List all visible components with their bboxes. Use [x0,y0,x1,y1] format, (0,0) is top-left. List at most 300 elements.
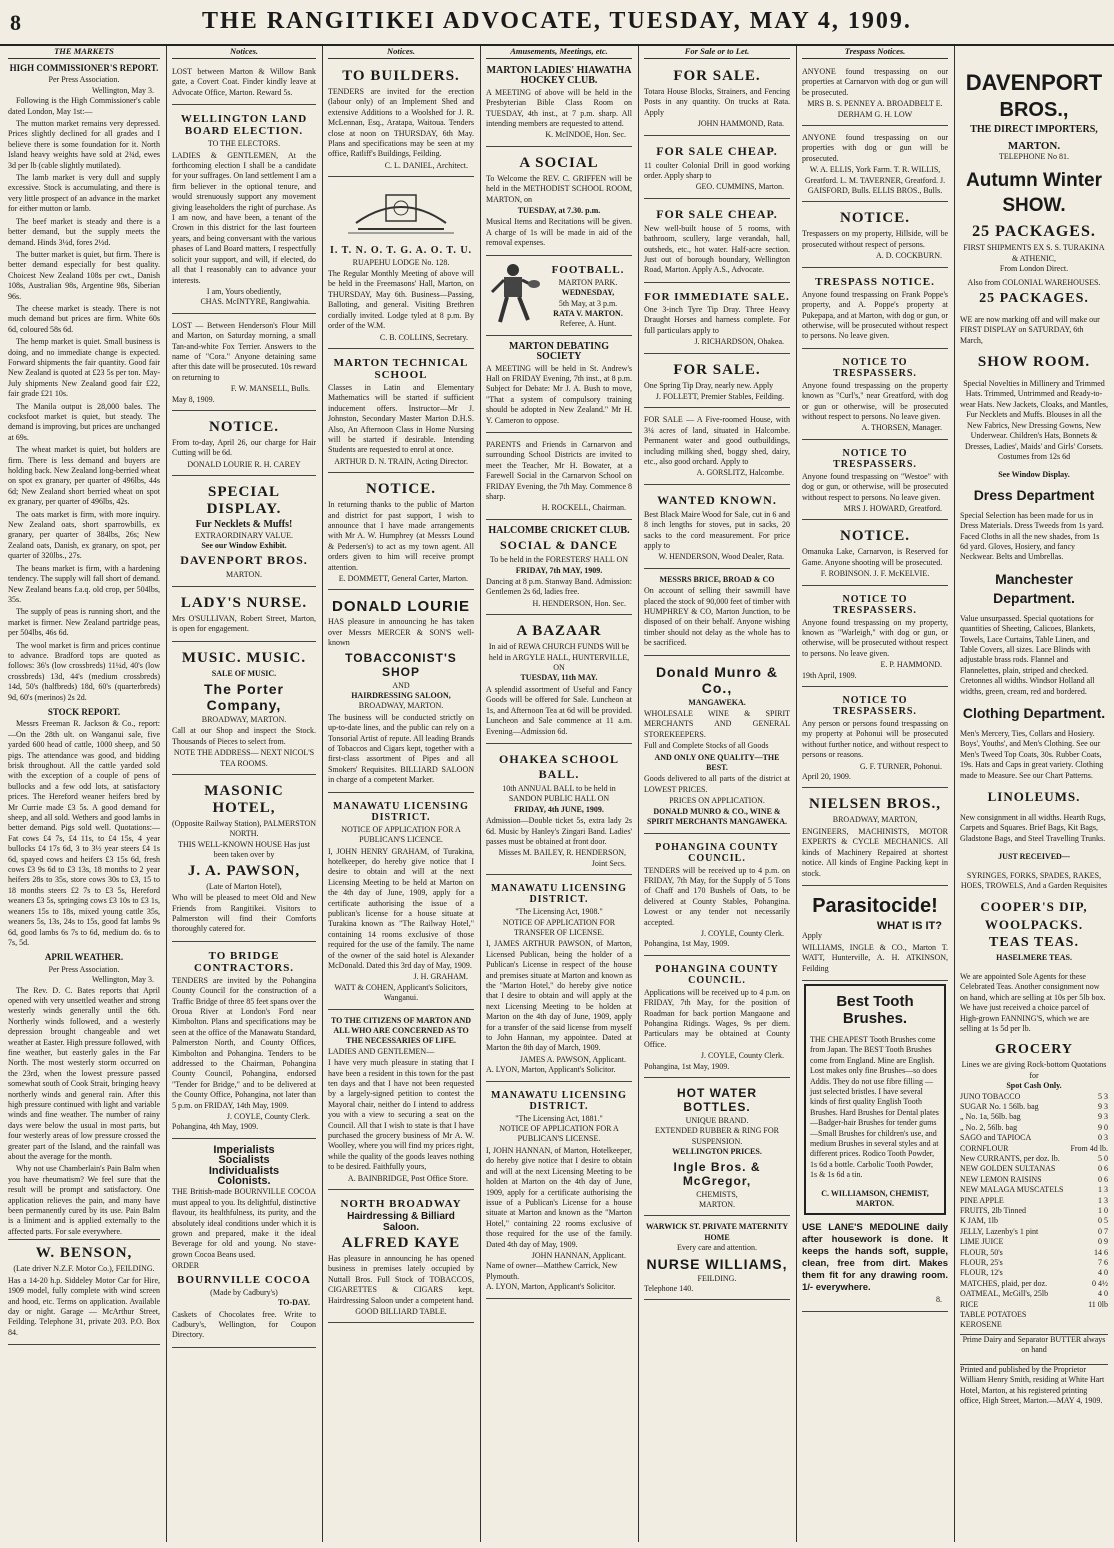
price-item: OATMEAL, McGill's, 25lb [960,1289,1049,1299]
ad-signature: JOHN HAMMOND, Rata. [697,119,784,129]
ad-owner: Name of owner—Matthew Carrick, New Plymouth. [486,1261,618,1281]
grocery-cash: Spot Cash Only. [1006,1081,1062,1091]
ad-subtitle: (Late driver N.Z.F. Motor Co.), FEILDING. [13,1264,155,1274]
ad-title: MANAWATU LICENSING DISTRICT. [333,800,469,823]
ad-line: HAIRDRESSING SALOON, [351,691,451,701]
price-item: FRUITS, 2lb Tinned [960,1206,1027,1215]
just-received-heading: JUST RECEIVED— [998,852,1070,862]
ad-line: DONALD MUNRO & CO., WINE & SPIRIT MERCHANTS MANGAWEKA. [646,806,788,827]
ad-title: I. T. N. O. T. G. A. O. T. U. [329,244,473,256]
ad-signature: MRS J. HOWARD, Greatford. [843,503,942,513]
price-value: 0 7 [1098,1226,1108,1236]
ad-title: NOTICE TO TRESPASSERS. [833,695,917,718]
ad-body: PARENTS and Friends in Carnarvon and surrounding School Districts are invited to meet the Teacher, Mr H. Bowater, at a Farewell Social in the Carnarvon School on FRIDAY Evening, the 7th May. Commence 8 sharp. [486,439,632,501]
price-row [960,1300,1108,1310]
ad-line: Every care and attention. [677,1243,757,1253]
column-rule [166,46,167,1542]
ad-body: Anyone found trespassing on my property, known as "Warleigh," with dog or gun, or otherwise, will be prosecuted without respect to persons. No leave given. [802,617,948,658]
price-item: FLOUR, 25's [960,1258,1003,1268]
price-item: NEW MALAGA MUSCATELS [960,1185,1064,1195]
ad-title: FOR IMMEDIATE SALE. [644,290,790,303]
ad-body: HAS pleasure in announcing he has taken over Messrs MERCER & SON'S well-known [328,617,474,648]
ad-subtitle: TO THE ELECTORS. [207,139,281,149]
ad-date: Pohangina, 4th May, 1909. [172,1122,259,1132]
ad-solicitor: WATT & COHEN, Applicant's Solicitors, Wanganui. [334,982,468,1003]
clothing-heading: Clothing Department. [962,705,1106,721]
ad-north-broadway [328,1193,474,1323]
ad-donald-lourie [328,593,474,792]
linoleums-heading: LINOLEUMS. [987,789,1081,805]
ad-body: Anyone found trespassing on Frank Poppe's property, and A. Poppe's property at Pukepapa, and at Marton, with dog or gun, or otherwise, will be prosecuted without respect to persons. No leave given. [802,289,948,341]
price-row [960,1144,1108,1154]
ad-body: LOST — Between Henderson's Flour Mill and Marton, on Saturday morning, a small Tan-and-white Fox Terrier. Answers to the name of "Cora." Anyone detaining same after this date will be prosecuted. 10s reward on returning to [172,320,316,382]
price-row [960,1123,1108,1133]
ad-signature: W. A. ELLIS, York Farm. T. R. WILLIS, Greatford. L. M. TAVERNER, Greatford. J. GAISFORD, Bulls. ELLIS BROS., Bulls. [804,165,946,196]
ad-dommett-notice [328,476,474,590]
ad-signature: G. F. TURNER, Pohonui. [859,761,942,771]
ad-signature: DONALD LOURIE R. H. CAREY [187,459,301,469]
price-value: 14 6 [1094,1247,1108,1257]
ad-tooth-brushes [804,984,946,1216]
ad-lanes-medoline [802,1218,948,1311]
firm-telephone: TELEPHONE No 81. [999,151,1069,161]
ad-title: NOTICE. [366,481,436,498]
column-rule [796,46,797,1542]
ad-date: May 8, 1909. [172,394,215,404]
column-rule [480,46,481,1542]
ad-pohangina-tenders [644,837,790,956]
article-high-commissioner [8,63,160,703]
ad-body: 11 coulter Colonial Drill in good working order. Apply sharp to [644,160,790,181]
price-item: KEROSENE [960,1320,1002,1330]
ad-for-sale-dray [644,357,790,409]
article-title: HIGH COMMISSIONER'S REPORT. [9,63,159,73]
ad-venue: To be held in the FORESTERS' HALL ON [489,555,629,565]
ad-special-display [172,479,316,587]
price-value: 7 6 [1098,1258,1108,1268]
ad-name: NURSE WILLIAMS, [646,1255,788,1272]
ad-line: EXTRAORDINARY VALUE. [194,530,294,540]
ad-line: EXTENDED RUBBER & RING FOR SUSPENSION. [654,1126,779,1146]
price-item: FLOUR, 12's [960,1268,1003,1278]
byline: Per Press Association. [48,75,120,85]
ad-signature: J. COYLE, County Clerk. [700,928,784,938]
price-value: 5 0 [1098,1153,1108,1163]
ad-pohangina-roadman [644,959,790,1078]
ad-title: MUSIC. MUSIC. [181,649,307,666]
ad-date: Pohangina, 1st May, 1909. [644,1061,730,1071]
ad-to-builders [328,63,474,177]
paragraph: The beans market is firm, with a hardening tendency. The supply will fall short of demand. New Zealand beans f.a.q. old crop, per 504lbs, 35s. [8,563,160,604]
ad-signature: GEO. CUMMINS, Marton. [695,182,784,192]
ad-technical-school [328,352,474,473]
price-value: 0 4½ [1092,1278,1108,1288]
ad-signature: J. COYLE, County Clerk. [226,1112,310,1121]
ad-body: A splendid assortment of Useful and Fancy Goods will be offered for Sale. Luncheon at 1s, and Afternoon Tea at 6d will be provided. Luncheon and Sale commence at 11 a.m. Evening—Admission 6d. [486,684,632,736]
ad-venue: 10th ANNUAL BALL to be held in SANDON PUBLIC HALL ON [502,783,616,804]
ad-line: GOOD BILLIARD TABLE. [355,1306,447,1316]
ad-line: TOBACCONIST'S SHOP [345,650,457,679]
ad-signature: A. BAINBRIDGE, Post Office Store. [347,1173,468,1183]
ad-body: THE British-made BOURNVILLE COCOA must appeal to you. Its delightful, distinctive flavour, its healthfulness, its purity, and the absolutely ideal conditions under which it is grown and prepared, make it the ideal Beverage for old and young. No stave-grown Cocoa Beans used. [172,1187,316,1259]
grocery-heading: GROCERY [994,1042,1074,1058]
paragraph: Messrs Freeman R. Jackson & Co., report:—On the 28th ult. on Wanganui sale, five yarded 600 head of cattle, 1000 sheep, and 50 pigs. The attendance was good, and bidding brisk throughout. All the cattle yarded sold with the exception of a couple of pens of bullocks and a few odd lots, at satisfactory prices. The Hereford weaner heifers bred by Mr Currie made £3 5s. A good demand for sheep, and all sold. Wethers and good lambs in better demand. Pigs sold well. Quotations:—Fat cows £4 7s, £4 11s, to £4 15s, 4 year bullocks £4 17s 6d, 3 to 3½ year steers £4 1s 6d, spayed cows and heifers £3 15s 6d, fresh cows £3 9s 6d to £3 13s, 18 months to 2 year heifers 28s to 35s, store cows 30s to £3, 15 to 18 months steers £2 7s to £3 5s, Hereford weaners £3 5s, springing cows £3 10s to £3 1s, weaners 15s to 18s, mixed young cattle 35s, weaners 5s, 13s, 24s to 15s, good fat lambs 9s 6d, good lambs 6s 7s to 6d, medium do. 6s to 7s, 5d. [8,719,160,947]
ad-body: Classes in Latin and Elementary Mathematics will be started if sufficient inducement offers. Instructor—Mr J. Johnston, Secondary Master Marton D.H.S. Also, An Afternoon Class in Home Nursing will be started if desirable. Intending Students are requested to enrol at once. [328,382,474,455]
price-row [960,1279,1108,1289]
ad-date: Pohangina, 1st May, 1909. [644,939,730,949]
ad-line: AND [392,680,410,690]
paragraph: The Rev. D. C. Bates reports that April opened with very unsettled weather and strong westerly winds generally until the 6th. Northerly winds followed, and a westerly depression brought changeable and wet weather at Easter. High pressure followed, with fine weather, but easterly gales in the Far North. The most westerly storm occurred on the 23rd, when the lowest pressure passed somewhat south of Cook Strait, bringing heavy northerly winds and general rain. After this high pressure continued with light and variable winds and fine weather. The number of rainy days were below the usual in most parts, but four westerly areas of low pressure crossed the greater part of the Island, and the rainfall was about the average for the month. [8,985,160,1162]
ad-title: TRESPASS NOTICE. [815,275,935,288]
ad-title: A SOCIAL [519,154,599,171]
ad-body: Totara House Blocks, Strainers, and Fencing Posts in any quantity. On trucks at Rata. Apply [644,87,790,117]
ad-name: ALFRED KAYE [341,1234,461,1251]
price-item: NEW LEMON RAISINS [960,1174,1042,1184]
ad-line: Colonists. [217,1175,271,1188]
window-display: See Window Display. [998,470,1070,480]
firm-town: MARTON. [1007,140,1061,153]
price-row [960,1175,1108,1185]
price-value: 1 3 [1098,1195,1108,1205]
price-row [960,1320,1108,1330]
price-item: K JAM, 1lb [960,1216,999,1226]
ad-telephone: Telephone 140. [644,1284,694,1294]
paragraph: The supply of peas is running short, and the market is firmer. New Zealand partridge peas, per 504lbs, 46s 6d. [8,607,160,638]
price-row [960,1216,1108,1226]
ad-trespass-hillside [802,205,948,267]
price-row [960,1164,1108,1174]
paragraph: The wool market is firm and prices continue to advance. Bradford tops are quoted as follows: 36's (low crossbreds) 11¼d, 40's (low crossbreds) 13d, 44's (medium crossbreds) 14d, 50's (halfbreds) 18d, 60's (quarterbreds) 9d, 60's (merinos) 2s 2d. [8,640,160,702]
price-value: 0 6 [1098,1174,1108,1184]
ad-title: LADY'S NURSE. [180,594,308,611]
ad-body: Caskets of Chocolates free. Write to Cadbury's, Wellington, for Coupon Directory. [172,1309,316,1340]
ad-omanuka-lake [802,523,948,585]
ad-trespass-carnarvon [802,63,948,126]
ad-date: TUESDAY, at 7.30. p.m. [517,206,601,216]
ad-body: Anyone found trespassing on "Westoe" with dog or gun, or otherwise, will be prosecuted without respect to persons. No leave given. [802,471,948,502]
ad-debating-society [486,339,632,433]
ad-signature: C. WILLIAMSON, CHEMIST, MARTON. [821,1188,929,1209]
ad-title: WANTED KNOWN. [657,492,777,507]
paragraph: The mutton market remains very depressed. Prices slightly declined for all grades and I believe there is some foundation for it. North Island heavy weights have sold at 2¾d, ewes 3d per lb (cable slightly mutilated). [8,119,160,170]
ad-signature: A. D. COCKBURN. [875,251,942,261]
page-number: 8 [10,10,21,35]
ad-body: Anyone found trespassing on the property known as "Curl's," near Greatford, with dog or gun or otherwise, will be prosecuted without respect to persons. No leave given. [802,380,948,421]
ad-title: POHANGINA COUNTY COUNCIL. [655,841,779,864]
ad-body: Full and Complete Stocks of all Goods [644,741,769,751]
price-item: PINE APPLE [960,1195,1004,1205]
price-row [960,1237,1108,1247]
ad-trespass-westoe [802,443,948,521]
column-rule [954,46,955,1542]
ad-title: W. BENSON, [35,1245,133,1262]
ad-signature: MRS B. S. PENNEY A. BROADBELT E. DERHAM G. H. LOW [807,99,943,119]
ad-body: WILLIAMS, INGLE & CO., Marton T. WATT, Hunterville, A. H. ATKINSON, Feilding [802,942,948,973]
ad-title: NOTICE TO TRESPASSERS. [833,593,917,616]
ad-event: SOCIAL & DANCE [499,538,618,553]
ad-lost-terrier [172,317,316,411]
column-davenport-bros [956,46,1112,1542]
ad-body: ANYONE found trespassing on our properties at Carnarvon with dog or gun will be prosecuted. [802,67,948,97]
ad-trespass-warleigh [802,589,948,687]
ad-body: Has pleasure in announcing he has opened business in premises lately occupied by Nuttall Bros. Full Stock of TOBACCOS, CIGARETTES & CIGARS kept. Hairdressing Saloon under a competent hand. [328,1253,474,1305]
butter-note: Prime Dairy and Separator BUTTER always on hand [960,1334,1108,1356]
price-item: LIME JUICE [960,1237,1004,1247]
price-row [960,1248,1108,1258]
ad-signature: E. P. HAMMOND. [880,660,942,670]
ad-trespass-pohonui [802,690,948,788]
ad-subtitle: Fur Necklets & Muffs! [195,519,293,531]
ad-town: MANGAWEKA. [688,697,746,707]
ad-title: Parasitocide! [812,894,938,917]
price-row [960,1268,1108,1278]
column-rule [322,46,323,1542]
ad-parents-farewell [486,436,632,520]
teas-subheading: HASELMERE TEAS. [996,953,1072,963]
linoleums-body: New consignment in all widths. Hearth Rugs, Carpets and Squares. Brief Bags, Kit Bags, Gladstone Bags, and Steel Travelling Trunks. [960,813,1106,843]
ad-act: "The Licensing Act, 1881." [515,1113,603,1123]
ad-body: TENDERS are invited for the erection (labour only) of an Implement Shed and extensive Additions to a Woolshed for J. R. McLennan, Esq., Aratapa, Waitoua. Tenders close at noon on THURSDAY, 6th May. Plans and specifications may be seen at my office, Ratliff's Buildings, Feilding. [328,87,474,159]
price-item: SAGO and TAPIOCA [960,1133,1032,1143]
ad-for-sale-halcombe-house [644,411,790,484]
ad-signature: A. GORSLITZ, Halcombe. [696,468,784,478]
ad-product: BOURNVILLE COCOA [177,1273,311,1286]
lodge-emblem-icon [328,183,474,239]
ad-body: Who will be pleased to meet Old and New Friends from Rangitikei. Visitors to Palmerston will find their Comforts thoroughly catered for. [172,893,316,934]
price-row [960,1102,1108,1112]
price-value: 9 3 [1098,1112,1108,1122]
article-april-weather [8,952,160,1237]
price-row [960,1289,1108,1299]
ad-title: NORTH BROADWAY [340,1198,462,1211]
ad-signature: J. H. GRAHAM. [413,972,468,982]
firm-name: DAVENPORT [965,70,1103,95]
column-heading: THE MARKETS [8,46,160,59]
price-row [960,1258,1108,1268]
ad-signature: JOHN HANNAN, Applicant. [531,1250,626,1260]
price-item: NEW GOLDEN SULTANAS [960,1164,1056,1174]
ad-match: RATA V. MARTON. [553,308,623,318]
ad-football [486,259,632,336]
ad-licence-pawson [486,878,632,1082]
ad-trespass-poppe [802,271,948,349]
ad-act: "The Licensing Act, 1908." [515,907,603,917]
price-value: 5 3 [1098,1091,1108,1101]
footballer-icon [486,262,540,328]
price-row [960,1310,1108,1320]
ad-title: NOTICE TO TRESPASSERS. [833,356,917,379]
ad-body: In returning thanks to the public of Marton and district for past support, I wish to announce that I have made arrangements with Mr A. W. Humphrey (at Messrs Lound & Pedersen's) to act as my town agent. All orders given to him will receive prompt attention. [328,500,474,572]
ad-title: NIELSEN BROS., [809,796,941,813]
ad-town: MARTON. [698,1200,736,1210]
ad-title: NOTICE TO TRESPASSERS. [833,447,917,470]
ad-subtitle: WHAT IS IT? [876,919,942,932]
grocery-price-list [960,1092,1108,1331]
ad-body: Goods delivered to all parts of the district at LOWEST PRICES. [644,774,790,794]
ad-title: WELLINGTON LAND BOARD ELECTION. [180,113,308,138]
ad-name: J. A. PAWSON, [187,862,301,879]
ad-title: MANAWATU LICENSING DISTRICT. [491,1089,627,1112]
ad-title: NOTICE. [840,528,910,545]
ad-subtitle: Hairdressing & Billiard Saloon. [347,1211,455,1233]
price-item: JUNO TOBACCO [960,1091,1021,1101]
price-item: FLOUR, 50's [960,1247,1003,1257]
show-title: Autumn Winter [966,170,1102,192]
ad-title: FOR SALE CHEAP. [656,206,778,221]
ad-subtitle: (Opposite Railway Station), PALMERSTON NORTH. [172,819,317,839]
ad-body: Omanuka Lake, Carnarvon, is Reserved for Game. Anyone shooting will be prosecuted. [802,547,948,567]
ad-body: Musical Items and Recitations will be given. A charge of 1s will be made in aid of the removal expenses. [486,217,632,248]
ad-signature: F. ROBINSON. J. F. McKELVIE. [820,569,930,579]
column-heading: Notices. [328,46,474,59]
ad-date: 19th April, 1909. [802,670,857,680]
ad-line: Apply [802,931,822,941]
ad-for-sale-drill [644,139,790,199]
ad-firm: Ingle Bros. & McGregor, [673,1159,761,1188]
column-notices-2 [324,46,478,1542]
ad-body: LADIES & GENTLEMEN, At the forthcoming election I shall be a candidate for your suffrages. On land settlement I am a firm believer in the optional tenure, and would strenuously support any movement giving leaseholders the right of purchase. As I am now, and have been, a tenant of the Crown in this district for the last fourteen years, and being conversant with the various phases of Land Board matters, I respectfully solicit your support, and will, if elected, do all that I reasonably can to advance your interests. [172,150,316,285]
show-room-body: Special Novelties in Millinery and Trimmed Hats. Trimmed, Untrimmed and Ready-to-wear Hats. New Jackets, Cloaks, and Mantles, Fur Necklets and Muffs. Blouses in all the New Fabrics, New Dressing Gowns, New Underwear. Children's Hats, Bonnets & Dresses, Ladies', Maids' and Girls' Corsets. Costumes from 12s 6d [960,379,1108,461]
price-row [960,1092,1108,1102]
show-subtitle: SHOW. [1002,195,1066,217]
ad-signature: K. McINDOE, Hon. Sec. [545,130,626,140]
ad-body: THE CHEAPEST Tooth Brushes come from Japan. The BEST Tooth Brushes come from England. Mine are English. Lost makes only fine Brushes—so does Addis. They do not use fibre filling — just selected bristles. I have several kinds of first quality English Tooth Brushes. Hard Brushes for Dental plates—Badger-hair Brushes for tender gums—Small Brushes for children's use, and medium Brushes in several styles and at different prices. Rodico Tooth Powder, 1s 6d a bottle. Carbolic Tooth Powder, 1s & 1s 6d a tin. [810,1034,939,1180]
ad-date: FRIDAY, 4th JUNE, 1909. [514,804,604,814]
price-item: RICE [960,1299,979,1309]
article-stock-report [8,707,160,948]
ad-venue: MARTON PARK. [558,277,618,287]
ad-signature: CHAS. McINTYRE, Rangiwahia. [200,297,310,307]
ad-signature: E. DOMMETT, General Carter, Marton. [338,574,468,583]
ad-title: HALCOMBE CRICKET CLUB. [488,524,630,536]
ad-signature: JAMES A. PAWSON, Applicant. [519,1054,626,1064]
paragraph: The oats market is firm, with more inquiry. New Zealand oats, short sparrowbills, ex granary, per quarter of 384lbs, 26s; New Zealand oats, Danish, ex granary, on spot, per quarter of 320lbs., 27s. [8,509,160,561]
ad-body: TENDERS are invited by the Pohangina County Council for the construction of a Traffic Bridge of three 85 feet spans over the Oroua River at London's Ford near Kimbolton. Plans and specifications may be seen at the office of the Manawatu Standard, Palmerston North, and County Offices, Kimbolton and Pohangina. Tenders to be addressed to the Chairman, Pohangina County Council, Pohangina, endorsed "Tender for Bridge," and to be delivered at the County Office, Pohangina, not later than 5 p.m. on FRIDAY, 14th May, 1909. [172,975,316,1110]
column-trespass [798,46,952,1542]
ad-title: SPECIAL DISPLAY. [206,484,282,518]
ad-date: FRIDAY, 7th MAY, 1909. [515,565,603,575]
ad-line: (Made by Cadbury's) [210,1287,278,1297]
dateline: Wellington, May 3. [91,975,154,985]
ad-address: BROADWAY, MARTON. [358,701,444,711]
ad-line: PRICES ON APPLICATION. [669,796,765,806]
ad-signature: F. W. MANSELL, Bulls. [230,384,310,394]
ad-body: I, JAMES ARTHUR PAWSON, of Marton, Licensed Publican, being the holder of a Publican's License in respect of the house and premises situate at Marton and known as the "Marton Hotel," do hereby give notice that I desire to obtain and will apply at the next Licensing Meeting to be holden at Marton on the 4th day of June, 1909, apply for a transfer of the said license from myself to John Hannan, my appointee. Dated at Marton the 8th day of March, 1909. [486,939,632,1053]
ad-title: MASONIC HOTEL, [204,783,284,817]
ad-haircut-notice [172,414,316,476]
price-row [960,1185,1108,1195]
price-value: 1 0 [1098,1206,1108,1215]
ad-subtitle: NOTICE OF APPLICATION FOR A PUBLICAN'S LICENCE. [341,824,461,845]
ad-bridge-contractors [172,945,316,1139]
ad-line: Imperialists [213,1143,275,1156]
ad-music [172,645,316,775]
dress-department-body: Special Selection has been made for us in Dress Materials. Dress Tweeds from 1s yard. Faced Cloths in all the new shades, from 1s 6d yard. Gloves, Hosiery, and fancy Neckwear. Belts and Umbrellas. [960,510,1104,562]
ad-body: I have very much pleasure in stating that I have been a resident in this town for the past ten days and that I have not been requested by a largely-signed petition to contest the Mayoral chair, neither do I intend to address you with a view to securing a seat on the Council. All that I wish to state is that I have purchased the grocery business of Mr A. W. Woolley, where you will find my prices right, while the quality of the goods leaves nothing to be desired. Faithfully yours, [328,1058,474,1172]
ad-firm: The Porter Company, [203,681,284,714]
ad-solicitor: A. LYON, Marton, Applicant's Solicitor. [486,1065,616,1075]
packages-heading: 25 PACKAGES. [972,223,1096,241]
ad-body: One Spring Tip Dray, nearly new. Apply [644,380,774,390]
ad-licence-hannan [486,1085,632,1299]
ad-close: I am, Yours obediently, [206,286,282,296]
ad-ref: 8. [936,1295,942,1305]
ad-title: FOR SALE. [673,68,761,84]
paragraph: The beef market is steady and there is a better demand, but the supply meets the demand. Hinds 3¼d, fores 2½d. [8,216,160,247]
ad-time: 5th May, at 3 p.m. [558,298,618,308]
ad-body: FOR SALE — A Five-roomed House, with 3¼ acres of land, situated in Halcombe. Permanent water and good outbuildings, including milking shed, boggy shed, dairy, etc., also good orchard. Apply to [644,415,790,466]
ad-title: A BAZAAR [516,623,602,640]
ad-subtitle: NOTICE OF APPLICATION FOR TRANSFER OF LICENSE. [502,917,616,937]
ad-body: USE LANE'S MEDOLINE daily after housework is done. It keeps the hands soft, supple, clean, free from dirt. Makes them fit for any drawing room. 1/- everywhere. [802,1222,948,1294]
packages-origin: From London Direct. [999,264,1069,274]
packages-detail: FIRST SHIPMENTS EX S. S. TURAKINA & ATHENIC, [963,243,1105,263]
ad-signature: H. HENDERSON, Hon. Sec. [532,598,626,608]
ad-line: WELLINGTON PRICES. [672,1147,762,1157]
ad-title: TO BUILDERS. [342,68,460,84]
paragraph: The butter market is quiet, but firm. There is better demand especially for best quality. Choicest New Zealand 108s per cwt., Danish 108s, Australian 98s, Argentine 98s, Siberian 96s. [8,249,160,301]
ad-title: MARTON DEBATING SOCIETY [508,340,610,363]
ad-bazaar [486,618,632,744]
price-value: 4 0 [1098,1289,1108,1299]
ad-line: THIS WELL-KNOWN HOUSE Has just been taken over by [178,839,310,860]
coopers-dip: COOPER'S DIP, [980,899,1088,915]
ad-signature: H. ROCKELL, Chairman. [541,503,626,513]
ad-line: TO-DAY. [278,1298,310,1308]
ad-firm: DAVENPORT BROS. [180,553,308,568]
show-room-heading: SHOW ROOM. [977,354,1091,371]
ad-body: Call at our Shop and inspect the Stock. Thousands of Pieces to select from. [172,726,316,746]
publisher-imprint: Printed and published by the Proprietor William Henry Smith, residing at White Hart Hotel, Marton, at his registered printing office, High Street, Marton.—MAY 4, 1909. [960,1364,1108,1407]
teas-heading: TEAS TEAS. [989,935,1079,951]
ad-signature: Misses M. BAILEY, R. HENDERSON, Joint Secs. [498,848,626,868]
paragraph: Following is the High Commissioner's cable dated London, May 1st:— [8,96,160,116]
ad-referee: Referee, A. Hunt. [559,319,617,329]
ad-signature: J. RICHARDSON, Ohakea. [694,337,784,347]
manchester-heading: Manchester [995,570,1073,587]
ad-subtitle: RUAPEHU LODGE No. 128. [352,257,450,267]
price-value: 0 5 [1098,1216,1108,1226]
price-value: 4 0 [1098,1268,1108,1278]
ad-bournville-cocoa [172,1142,316,1348]
ad-title: DONALD LOURIE [332,598,470,616]
ad-hockey-club [486,63,632,147]
ad-for-sale-house [644,202,790,283]
ad-trespass-curls [802,352,948,440]
ad-body: Admission—Double ticket 5s, extra lady 2s 6d. Music by Hanley's Zingari Band. Ladies' passes must be obtained at front door. [486,816,632,846]
ad-title: MARTON TECHNICAL SCHOOL [333,356,469,381]
price-value: 0 6 [1098,1164,1108,1174]
ad-masonic-hotel [172,778,316,942]
ad-body: WHOLESALE WINE & SPIRIT MERCHANTS AND GENERAL STOREKEEPERS. [644,709,790,739]
price-value: From 4d lb. [1070,1143,1108,1153]
ad-body: LOST between Marton & Willow Bank gate, a Covert Coat. Finder kindly leave at Advocate Office, Marton. Reward 5s. [172,67,316,97]
ad-line: AND ONLY ONE QUALITY—THE BEST. [654,752,780,773]
ad-body: From to-day, April 26, our charge for Hair Cutting will be 6d. [172,437,316,458]
price-item: „ No. 2, 56lb. bag [960,1122,1018,1132]
ad-title: FOR SALE CHEAP. [656,143,778,158]
ad-line: UNIQUE BRAND. [685,1116,749,1125]
ad-body: Trespassers on my property, Hillside, will be prosecuted without respect of persons. [802,229,948,249]
ad-address: BROADWAY, MARTON, [832,815,918,825]
ad-trespass-greatford [802,129,948,202]
ad-signature: J. COYLE, County Clerk. [700,1051,784,1061]
ad-address: BROADWAY, MARTON. [201,715,287,725]
price-item: „ No. 1a, 56lb. bag [960,1112,1021,1122]
ad-wanted-known [644,488,790,569]
ad-halcombe-cricket [486,523,632,615]
ad-title: TO BRIDGE CONTRACTORS. [193,949,295,974]
